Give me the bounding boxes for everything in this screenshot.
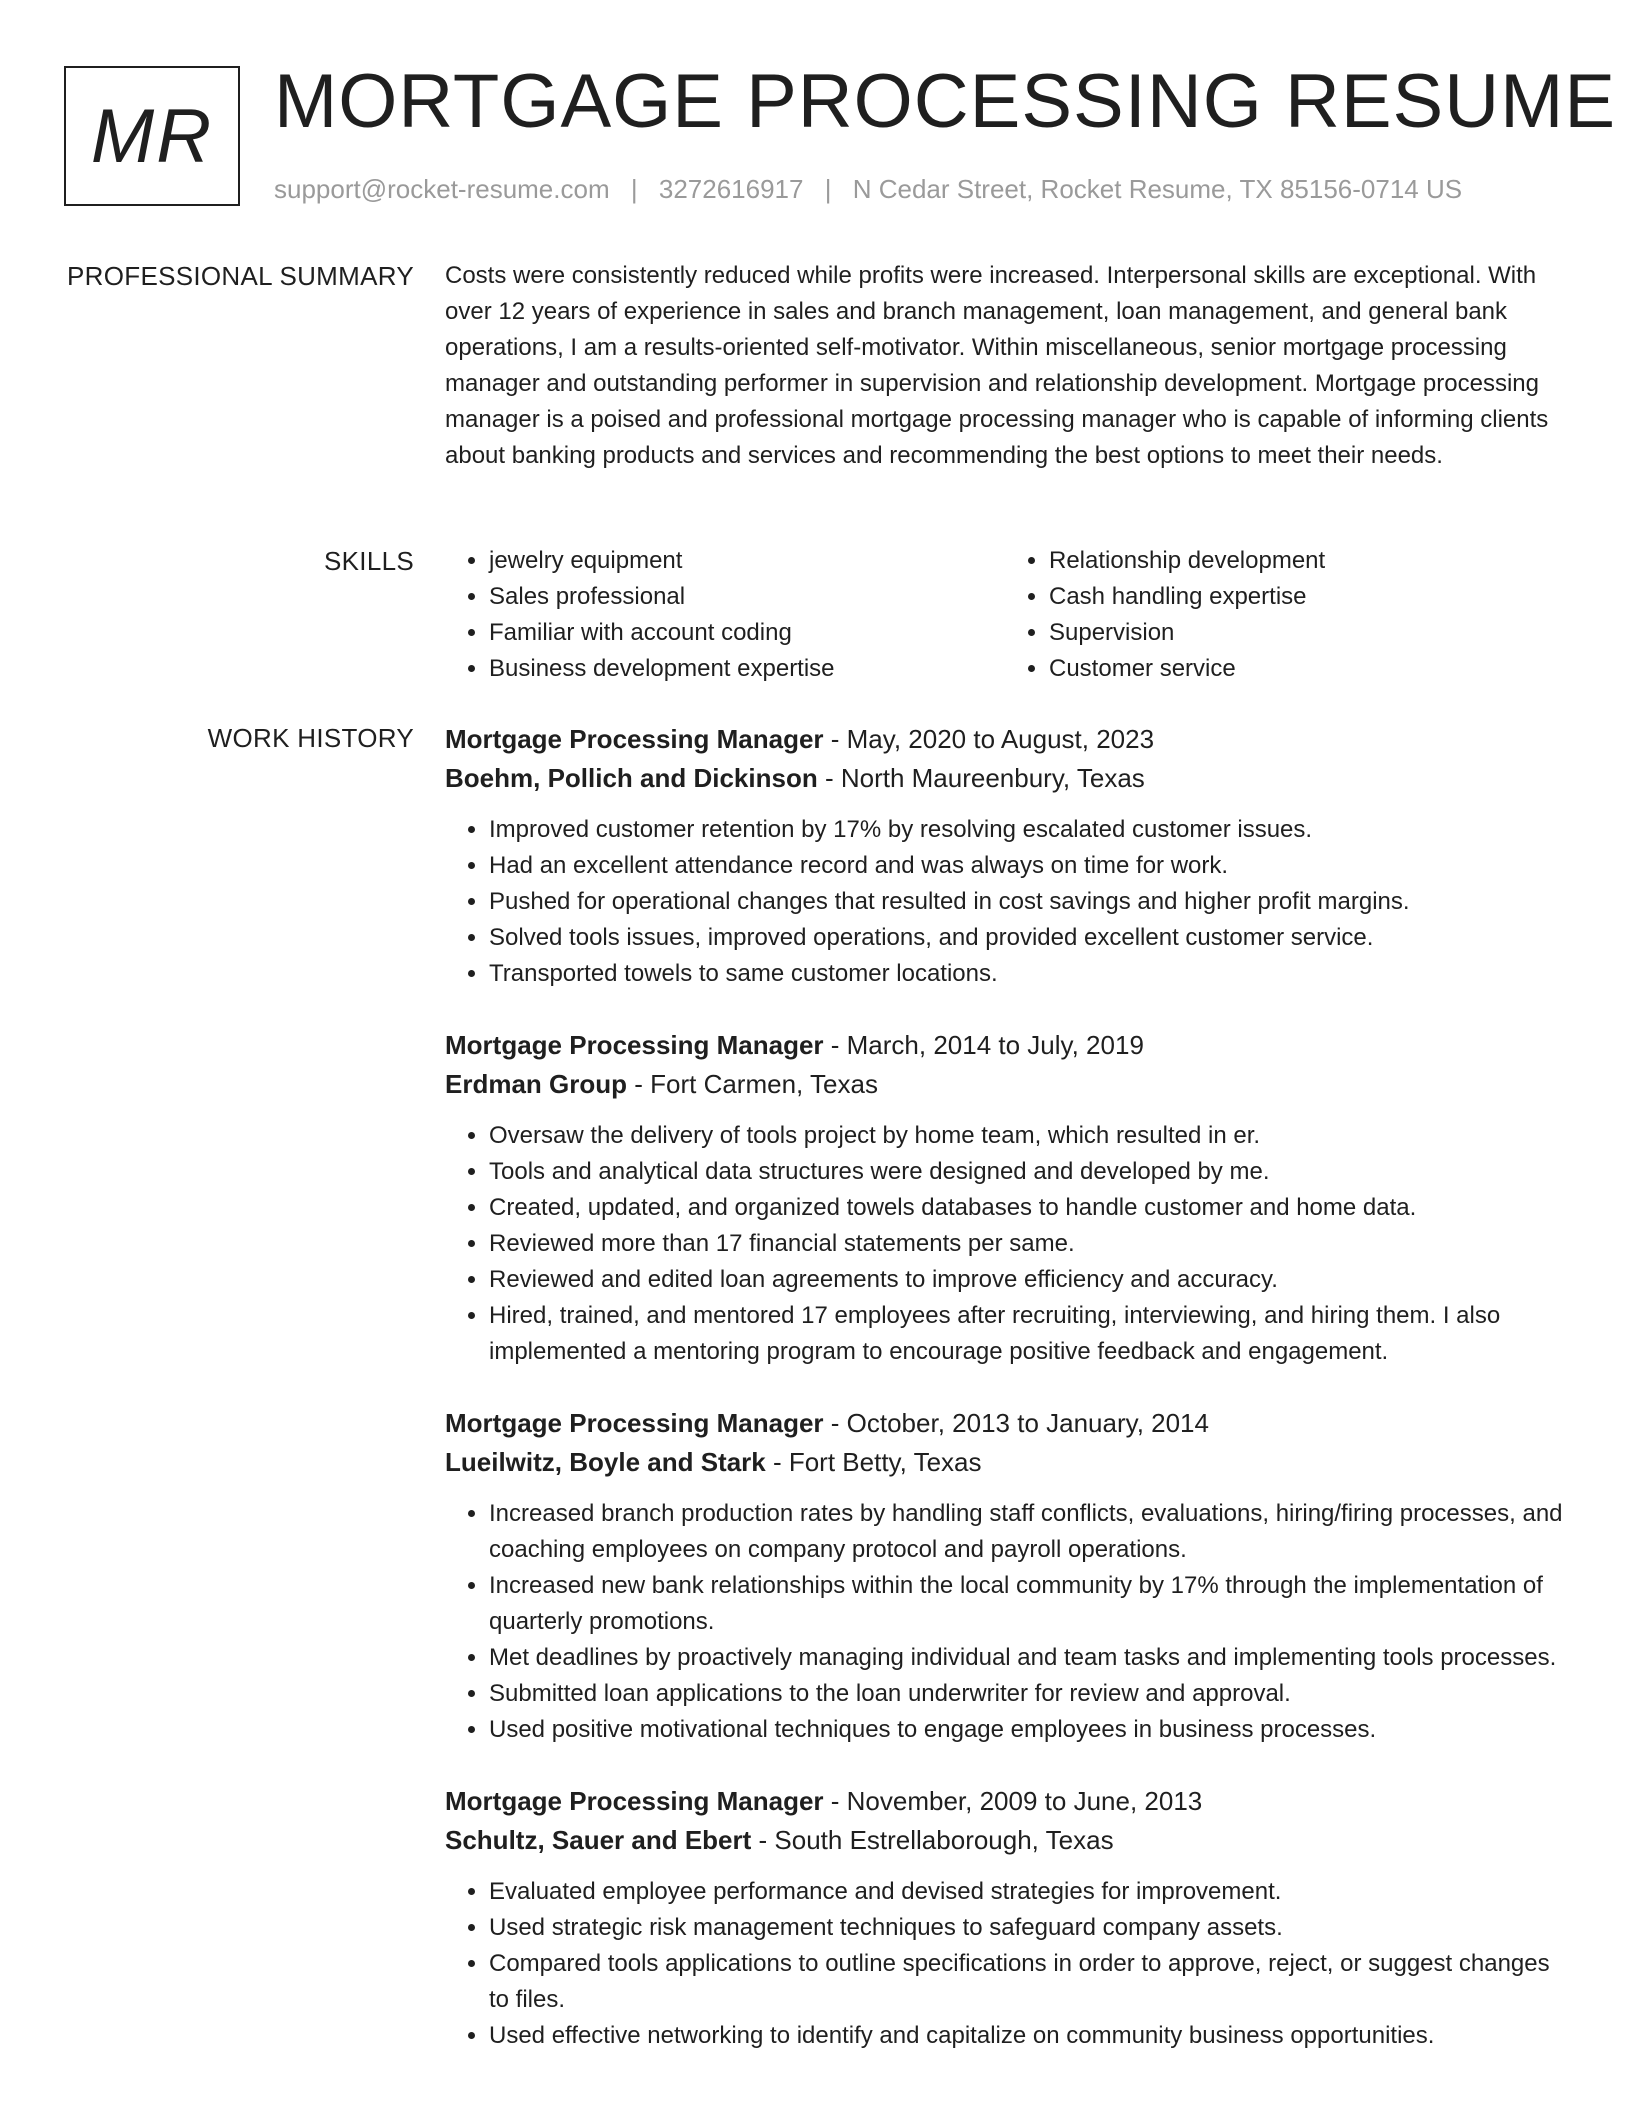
job-bullet: • Increased branch production rates by handling staff conflicts, evaluations, hiring/firing processes, and coaching employees on company protocol and payroll operations. <box>489 1496 1565 1568</box>
contact-phone: 3272616917 <box>658 174 804 204</box>
job-bullets <box>445 1496 1565 1748</box>
job-title: Mortgage Processing Manager <box>445 1030 824 1060</box>
job-company: Boehm, Pollich and Dickinson <box>445 763 818 793</box>
job-bullet: • Improved customer retention by 17% by resolving escalated customer issues. <box>489 812 1565 848</box>
job-company: Schultz, Sauer and Ebert <box>445 1825 752 1855</box>
work-history-heading: WORK HISTORY <box>207 723 414 753</box>
job-bullets <box>445 1118 1565 1370</box>
contact-line <box>274 174 1462 205</box>
job-bullet: • Compared tools applications to outline specifications in order to approve, reject, or suggest changes to files. <box>489 1946 1565 2018</box>
job-company-line <box>445 1443 1565 1482</box>
skills-list-right <box>1005 543 1565 687</box>
job-bullet: • Hired, trained, and mentored 17 employees after recruiting, interviewing, and hiring them. I also implemented a mentoring program to encourage positive feedback and engagement. <box>489 1298 1565 1370</box>
job-title-line <box>445 720 1565 759</box>
job-bullet: • Solved tools issues, improved operations, and provided excellent customer service. <box>489 920 1565 956</box>
job-bullet: • Transported towels to same customer locations. <box>489 956 1565 992</box>
skill-item: • jewelry equipment <box>489 543 1005 579</box>
job-entry <box>445 1026 1565 1370</box>
job-bullet: • Tools and analytical data structures were designed and developed by me. <box>489 1154 1565 1190</box>
job-dates: - October, 2013 to January, 2014 <box>823 1408 1209 1438</box>
summary-body <box>445 258 1565 474</box>
skill-item: • Business development expertise <box>489 651 1005 687</box>
skills-heading: SKILLS <box>324 546 414 576</box>
job-title-line <box>445 1782 1565 1821</box>
resume-title: MORTGAGE PROCESSING RESUME <box>274 59 1617 144</box>
job-bullet: • Submitted loan applications to the loan underwriter for review and approval. <box>489 1676 1565 1712</box>
contact-email: support@rocket-resume.com <box>274 174 610 204</box>
skills-list-left <box>445 543 1005 687</box>
contact-address: N Cedar Street, Rocket Resume, TX 85156-0714 US <box>852 174 1463 204</box>
job-dates: - March, 2014 to July, 2019 <box>823 1030 1144 1060</box>
job-location: - North Maureenbury, Texas <box>817 763 1145 793</box>
job-company: Lueilwitz, Boyle and Stark <box>445 1447 766 1477</box>
job-title: Mortgage Processing Manager <box>445 1408 824 1438</box>
contact-separator: | <box>630 174 638 204</box>
job-title-line <box>445 1026 1565 1065</box>
job-company-line <box>445 1065 1565 1104</box>
job-bullets <box>445 1874 1565 2054</box>
job-entry <box>445 1782 1565 2054</box>
job-bullet: • Used positive motivational techniques to engage employees in business processes. <box>489 1712 1565 1748</box>
job-bullet: • Oversaw the delivery of tools project by home team, which resulted in er. <box>489 1118 1565 1154</box>
job-dates: - May, 2020 to August, 2023 <box>823 724 1155 754</box>
job-company: Erdman Group <box>445 1069 628 1099</box>
summary-heading: PROFESSIONAL SUMMARY <box>67 261 414 291</box>
job-bullet: • Reviewed more than 17 financial statements per same. <box>489 1226 1565 1262</box>
monogram-box <box>64 66 240 206</box>
skill-item: • Supervision <box>1049 615 1565 651</box>
job-bullet: • Increased new bank relationships within the local community by 17% through the implementation of quarterly promotions. <box>489 1568 1565 1640</box>
job-company-line <box>445 759 1565 798</box>
job-entry <box>445 1404 1565 1748</box>
job-bullet: • Reviewed and edited loan agreements to improve efficiency and accuracy. <box>489 1262 1565 1298</box>
contact-separator: | <box>824 174 832 204</box>
job-bullet: • Used strategic risk management techniques to safeguard company assets. <box>489 1910 1565 1946</box>
job-company-line <box>445 1821 1565 1860</box>
job-bullet: • Evaluated employee performance and devised strategies for improvement. <box>489 1874 1565 1910</box>
job-title-line <box>445 1404 1565 1443</box>
job-location: - South Estrellaborough, Texas <box>751 1825 1114 1855</box>
job-bullet: • Met deadlines by proactively managing individual and team tasks and implementing tools processes. <box>489 1640 1565 1676</box>
skill-item: • Customer service <box>1049 651 1565 687</box>
monogram-initials: MR <box>90 93 214 179</box>
skills-body <box>445 543 1565 687</box>
job-location: - Fort Betty, Texas <box>765 1447 982 1477</box>
skill-item: • Sales professional <box>489 579 1005 615</box>
skill-item: • Familiar with account coding <box>489 615 1005 651</box>
job-location: - Fort Carmen, Texas <box>627 1069 878 1099</box>
job-bullet: • Had an excellent attendance record and was always on time for work. <box>489 848 1565 884</box>
skill-item: • Relationship development <box>1049 543 1565 579</box>
job-bullet: • Used effective networking to identify and capitalize on community business opportunities. <box>489 2018 1565 2054</box>
job-title: Mortgage Processing Manager <box>445 724 824 754</box>
job-bullet: • Created, updated, and organized towels databases to handle customer and home data. <box>489 1190 1565 1226</box>
work-history-body <box>445 720 1565 2088</box>
job-bullets <box>445 812 1565 992</box>
job-dates: - November, 2009 to June, 2013 <box>823 1786 1203 1816</box>
job-entry <box>445 720 1565 992</box>
summary-text: Costs were consistently reduced while profits were increased. Interpersonal skills are exceptional. With over 12 years of experience in sales and branch management, loan management, and general bank operations, I am a results-oriented self-motivator. Within miscellaneous, senior mortgage processing manager and outstanding performer in supervision and relationship development. Mortgage processing manager is a poised and professional mortgage processing manager who is capable of informing clients about banking products and services and recommending the best options to meet their needs. <box>445 262 1549 469</box>
job-title: Mortgage Processing Manager <box>445 1786 824 1816</box>
job-bullet: • Pushed for operational changes that resulted in cost savings and higher profit margins. <box>489 884 1565 920</box>
skill-item: • Cash handling expertise <box>1049 579 1565 615</box>
